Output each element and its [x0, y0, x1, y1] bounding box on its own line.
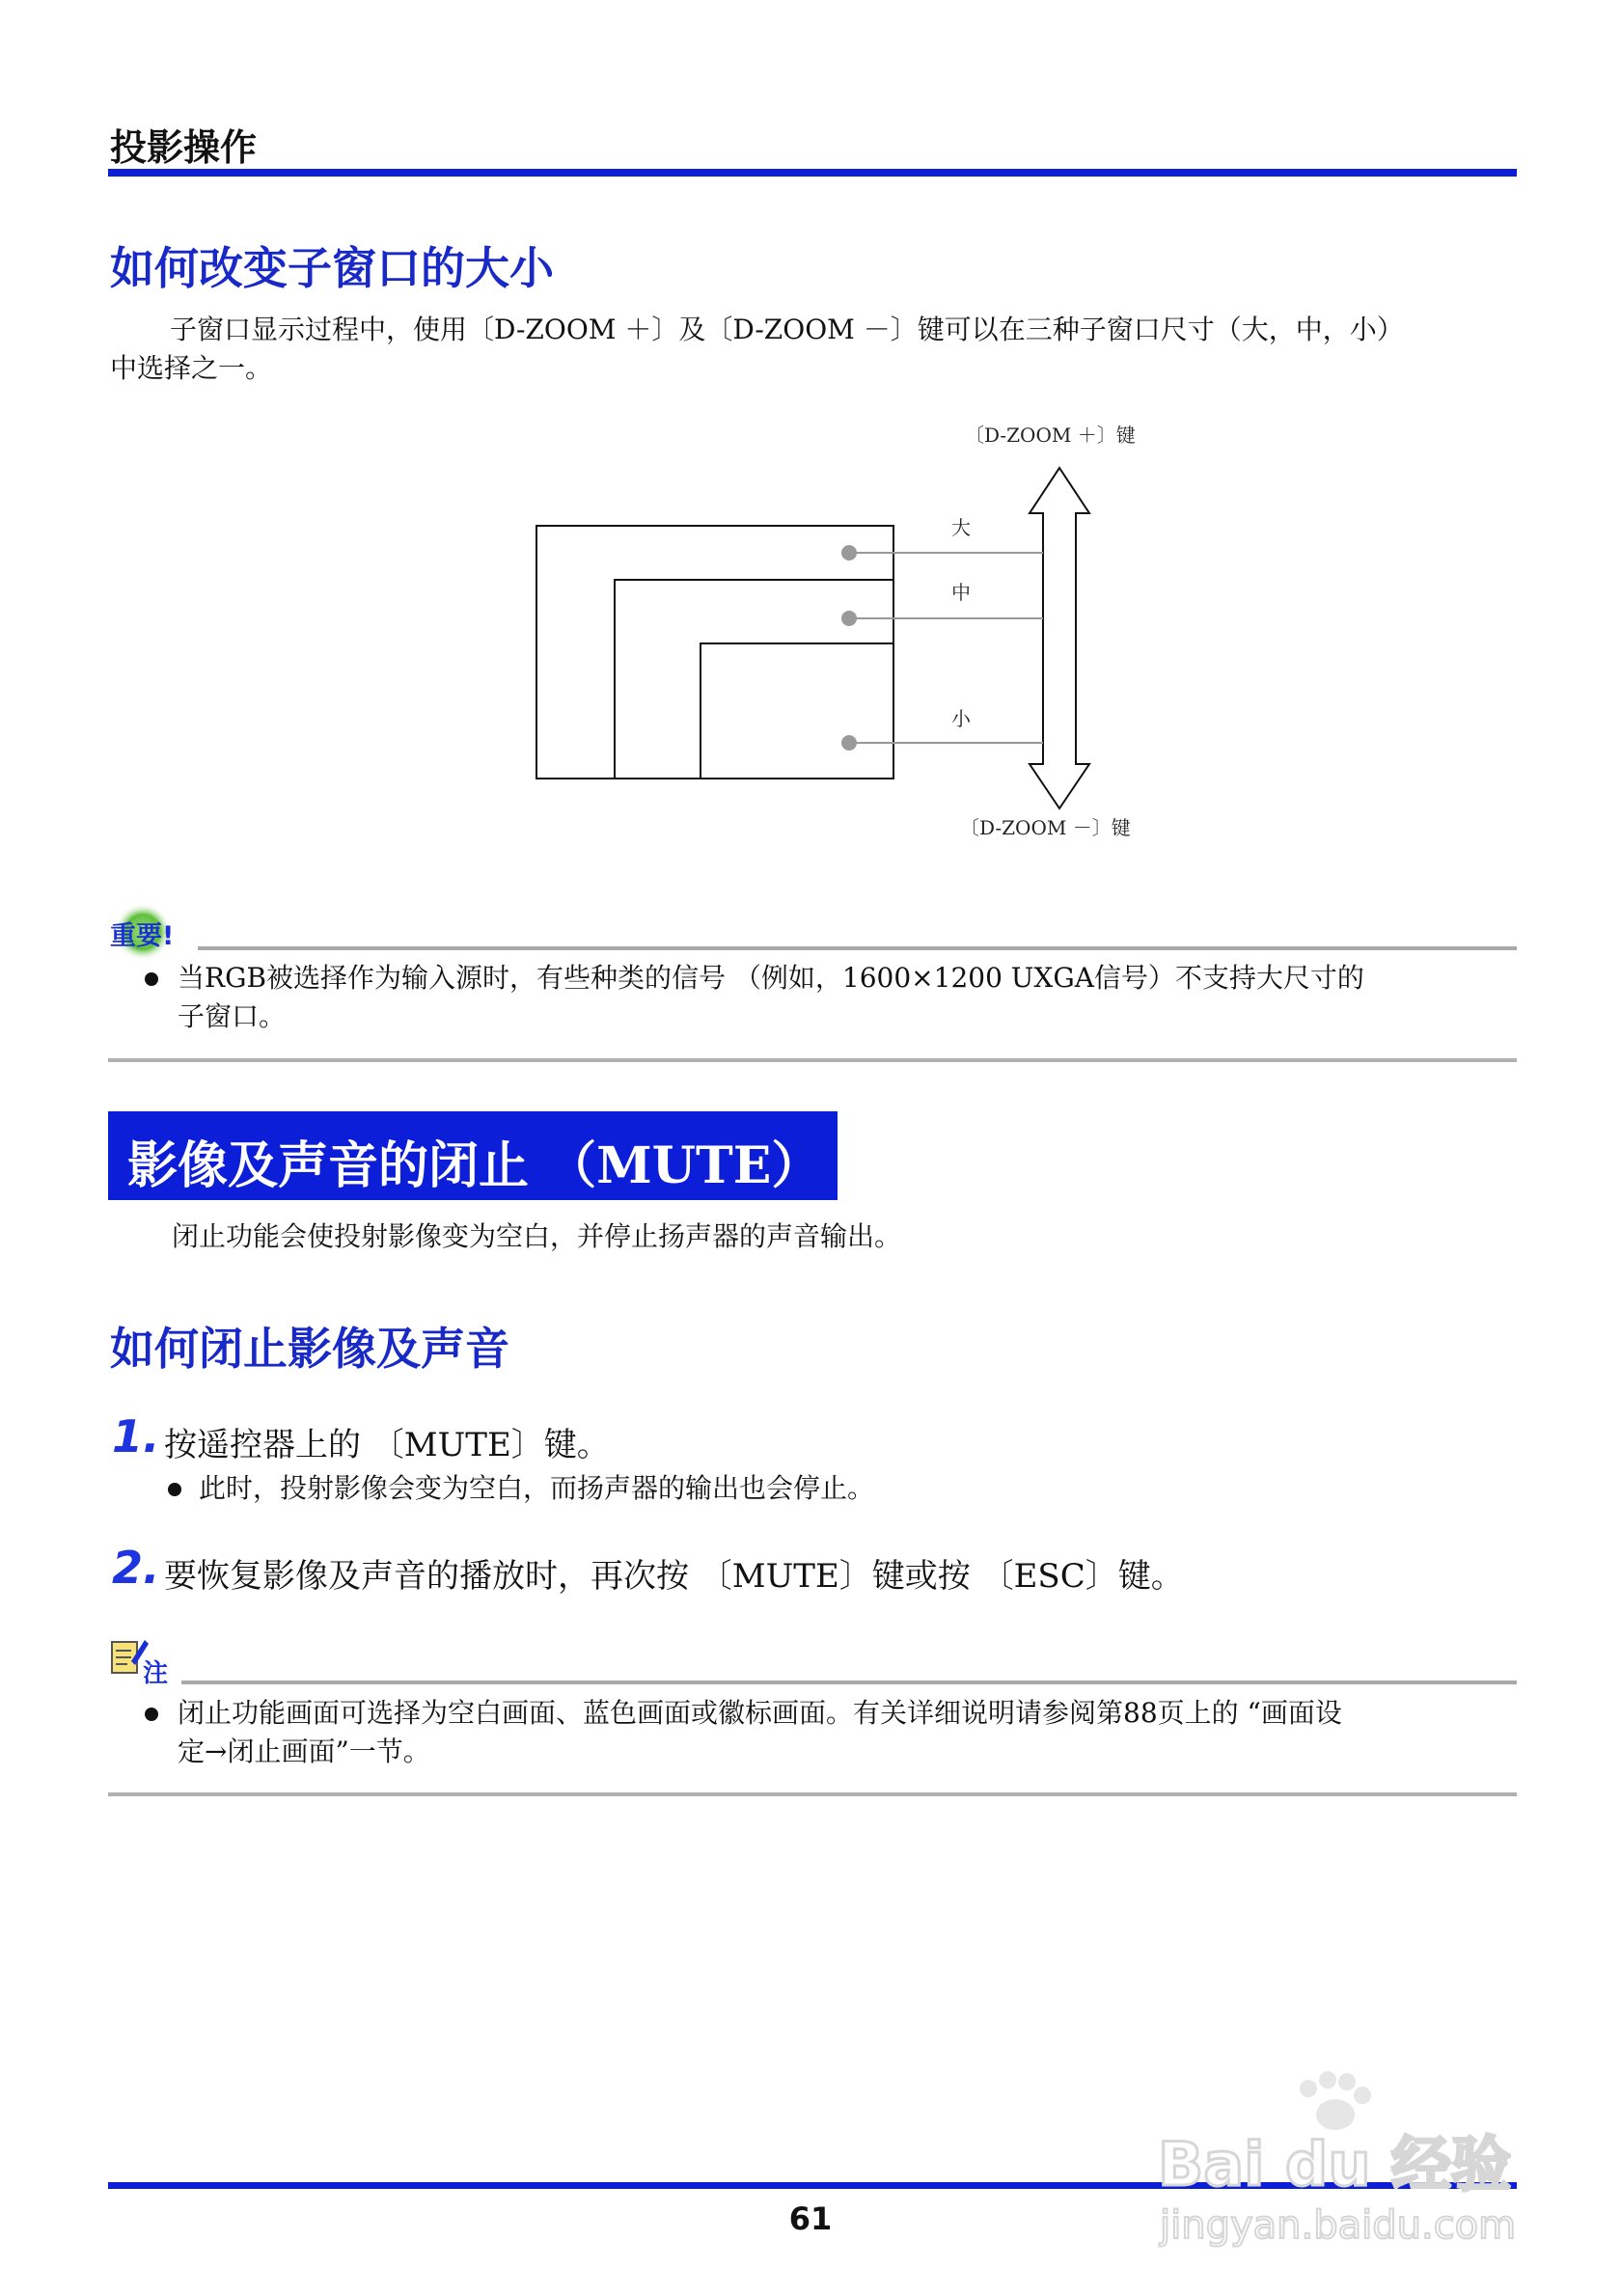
- medium-dot-icon: [841, 611, 857, 626]
- bullet-icon: [168, 1483, 181, 1496]
- step-2-text: 要恢复影像及声音的播放时，再次按 〔MUTE〕键或按 〔ESC〕键。: [164, 1557, 1184, 1596]
- memo-item-line1: 闭止功能画面可选择为空白画面、蓝色画面或徽标画面。有关详细说明请参阅第88页上的 “画面设: [178, 1697, 1342, 1729]
- step-1-number: 1.: [112, 1410, 160, 1462]
- header-divider: [108, 169, 1517, 177]
- d-zoom-minus-label: 〔D-ZOOM －〕键: [960, 816, 1131, 839]
- large-dot-icon: [841, 545, 857, 560]
- section-title: 投影操作: [110, 126, 258, 169]
- resize-heading: 如何改变子窗口的大小: [110, 242, 554, 294]
- memo-header-rule: [181, 1681, 1517, 1684]
- important-item-line2: 子窗口。: [178, 1000, 287, 1032]
- watermark-url: jingyan.baidu.com: [1160, 2203, 1517, 2248]
- important-bottom-rule: [108, 1058, 1517, 1062]
- memo-label: 注: [143, 1659, 169, 1688]
- window-size-diagram: [521, 410, 1139, 854]
- watermark-brand: Bai du 经验: [1158, 2129, 1512, 2200]
- mute-description: 闭止功能会使投射影像变为空白，并停止扬声器的声音输出。: [172, 1220, 902, 1252]
- resize-intro-line2: 中选择之一。: [110, 352, 273, 384]
- important-label: 重要!: [110, 921, 175, 951]
- d-zoom-plus-label: 〔D-ZOOM ＋〕键: [965, 424, 1136, 447]
- size-large-label: 大: [951, 516, 971, 539]
- baidu-paw-logo: [1154, 2064, 1559, 2257]
- memo-item-line2: 定→闭止画面”一节。: [178, 1736, 430, 1767]
- double-arrow-icon: [1030, 468, 1089, 808]
- step-2-number: 2.: [112, 1542, 160, 1594]
- step-1-text: 按遥控器上的 〔MUTE〕键。: [164, 1426, 610, 1464]
- memo-bottom-rule: [108, 1792, 1517, 1796]
- important-item-line1: 当RGB被选择作为输入源时，有些种类的信号 （例如，1600×1200 UXGA信号）不支持大尺寸的: [178, 962, 1364, 994]
- step-1-sub-note: 此时，投射影像会变为空白，而扬声器的输出也会停止。: [199, 1472, 875, 1504]
- small-dot-icon: [841, 735, 857, 751]
- large-window-frame: [536, 526, 893, 779]
- small-window-frame: [701, 643, 893, 779]
- mute-subheading: 如何闭止影像及声音: [110, 1323, 509, 1375]
- page-number: 61: [788, 2200, 833, 2237]
- bullet-icon: [145, 1708, 158, 1721]
- mute-banner-title: 影像及声音的闭止 （MUTE）: [127, 1136, 822, 1195]
- size-medium-label: 中: [951, 581, 971, 604]
- resize-intro-line1: 子窗口显示过程中，使用〔D-ZOOM ＋〕及〔D-ZOOM －〕键可以在三种子窗口尺寸（大，中，小）: [170, 314, 1404, 345]
- bullet-icon: [145, 972, 158, 986]
- size-small-label: 小: [951, 707, 971, 730]
- important-header-rule: [198, 946, 1517, 950]
- baidu-watermark: [1154, 2064, 1559, 2261]
